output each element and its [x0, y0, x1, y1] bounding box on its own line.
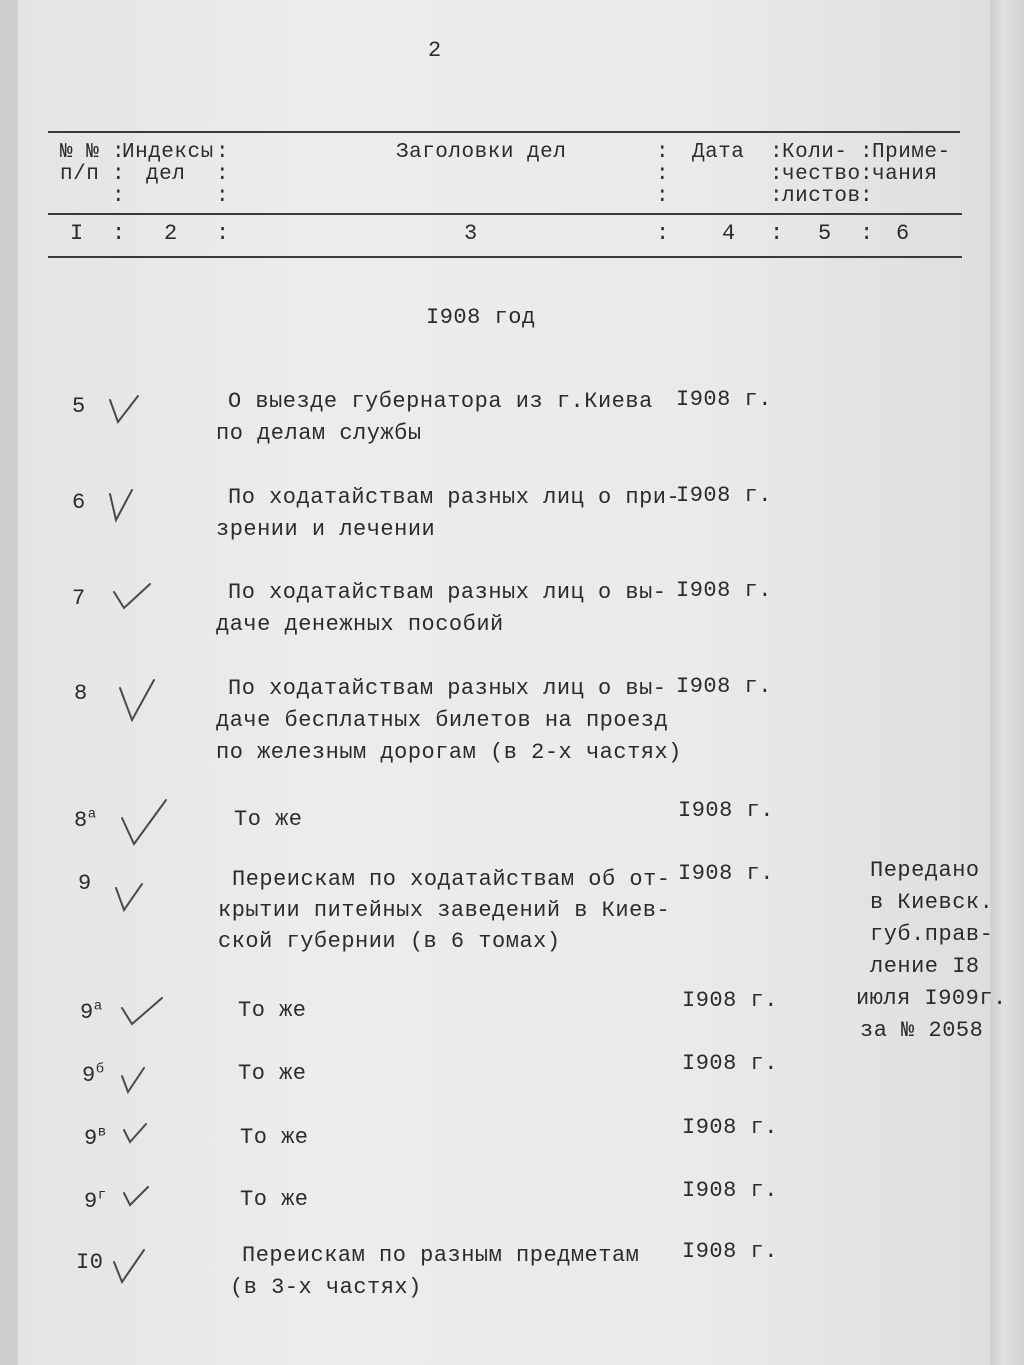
colnum-6: 6 — [896, 221, 910, 246]
header-colon-5c: : — [860, 185, 874, 208]
row-8-date: I908 г. — [676, 674, 772, 699]
row-9v-date: I908 г. — [682, 1115, 778, 1140]
row-6-title-line1: По ходатайствам разных лиц о при- — [228, 485, 681, 510]
checkmark-icon — [110, 1246, 148, 1286]
header-col6-line2: чания — [872, 163, 938, 186]
row-9-number: 9 — [78, 871, 92, 896]
header-colon-2a: : — [216, 141, 230, 164]
row-9g-num: 9 — [84, 1189, 98, 1214]
checkmark-icon — [110, 580, 154, 612]
checkmark-icon — [116, 676, 158, 724]
row-10-date: I908 г. — [682, 1239, 778, 1264]
header-col4: Дата — [692, 141, 745, 164]
row-6-number: 6 — [72, 490, 86, 515]
checkmark-icon — [120, 1120, 150, 1146]
row-8a-sup: а — [87, 806, 97, 823]
row-7-title-line1: По ходатайствам разных лиц о вы- — [228, 580, 667, 605]
header-colon-4c: : — [770, 185, 784, 208]
row-9v-number — [84, 1126, 107, 1151]
row-10-number: I0 — [76, 1250, 104, 1275]
header-col2-line1: Индексы — [122, 141, 214, 164]
colnum-sep-3: : — [656, 221, 670, 246]
colnum-5: 5 — [818, 221, 832, 246]
row-9a-number — [80, 1000, 103, 1025]
checkmark-icon — [118, 994, 166, 1028]
header-colon-1b: : — [112, 163, 126, 186]
header-mid-rule — [48, 213, 962, 215]
header-top-rule — [48, 131, 960, 133]
row-9a-num: 9 — [80, 1000, 94, 1025]
header-colon-3b: : — [656, 163, 670, 186]
header-bottom-rule — [48, 256, 962, 258]
header-col1-line2: п/п — [60, 163, 100, 186]
row-8-title-line3: по железным дорогам (в 2-х частях) — [216, 740, 682, 765]
row-9a-date: I908 г. — [682, 988, 778, 1013]
checkmark-icon — [116, 796, 170, 848]
row-5-title-line2: по делам службы — [216, 421, 422, 446]
row-8a-title: То же — [234, 807, 303, 832]
row-5-number: 5 — [72, 394, 86, 419]
row-9-title-line2: крытии питейных заведений в Киев- — [218, 898, 671, 923]
header-colon-4b: : — [770, 163, 784, 186]
header-col5-line2: чество — [782, 163, 861, 186]
row-9b-sup: б — [95, 1061, 105, 1078]
row-8-number: 8 — [74, 681, 88, 706]
row-9g-number — [84, 1189, 107, 1214]
header-colon-2b: : — [216, 163, 230, 186]
row-9b-date: I908 г. — [682, 1051, 778, 1076]
row-7-date: I908 г. — [676, 578, 772, 603]
row-9g-title: То же — [240, 1187, 309, 1212]
header-colon-1a: : — [112, 141, 126, 164]
header-colon-2c: : — [216, 185, 230, 208]
note-line6: за № 2058 — [860, 1018, 984, 1043]
row-8-title-line2: даче бесплатных билетов на проезд — [216, 708, 669, 733]
colnum-1: I — [70, 221, 84, 246]
note-line2: в Киевск. — [870, 890, 994, 915]
colnum-sep-4: : — [770, 221, 784, 246]
row-9a-sup: а — [93, 998, 103, 1015]
row-9-date: I908 г. — [678, 861, 774, 886]
note-line5: июля I909г. — [856, 986, 1007, 1011]
row-5-date: I908 г. — [676, 387, 772, 412]
row-10-title-line2: (в 3-х частях) — [230, 1275, 422, 1300]
header-col6-line1: Приме- — [872, 141, 951, 164]
header-colon-5a: : — [860, 141, 874, 164]
colnum-2: 2 — [164, 221, 178, 246]
row-9v-num: 9 — [84, 1126, 98, 1151]
header-col1-line1: № № — [60, 141, 100, 164]
colnum-sep-5: : — [860, 221, 874, 246]
row-5-title-line1: О выезде губернатора из г.Киева — [228, 389, 653, 414]
row-6-title-line2: зрении и лечении — [216, 517, 436, 542]
header-col5-line1: Коли- — [782, 141, 848, 164]
checkmark-icon — [118, 1064, 148, 1096]
header-col3: Заголовки дел — [396, 141, 567, 164]
row-9b-number — [82, 1063, 105, 1088]
row-9b-title: То же — [238, 1061, 307, 1086]
colnum-3: 3 — [464, 221, 478, 246]
header-colon-5b: : — [860, 163, 874, 186]
header-colon-3c: : — [656, 185, 670, 208]
row-9v-sup: в — [97, 1124, 107, 1141]
header-col2-line2: дел — [146, 163, 186, 186]
row-9-title-line3: ской губернии (в 6 томах) — [218, 929, 561, 954]
note-line3: губ.прав- — [870, 922, 994, 947]
colnum-4: 4 — [722, 221, 736, 246]
row-9g-sup: г — [97, 1187, 107, 1204]
page-edge-left — [0, 0, 18, 1365]
colnum-sep-2: : — [216, 221, 230, 246]
row-9g-date: I908 г. — [682, 1178, 778, 1203]
row-10-title-line1: Переискам по разным предметам — [242, 1243, 640, 1268]
row-8-title-line1: По ходатайствам разных лиц о вы- — [228, 676, 667, 701]
colnum-sep-1: : — [112, 221, 126, 246]
checkmark-icon — [112, 880, 146, 914]
row-7-number: 7 — [72, 586, 86, 611]
row-7-title-line2: даче денежных пособий — [216, 612, 504, 637]
row-9a-title: То же — [238, 998, 307, 1023]
checkmark-icon — [120, 1183, 152, 1209]
section-year: I908 год — [426, 305, 536, 330]
header-col5-line3: листов — [782, 185, 861, 208]
header-colon-1c: : — [112, 185, 126, 208]
row-8a-num: 8 — [74, 808, 88, 833]
row-9v-title: То же — [240, 1125, 309, 1150]
header-colon-3a: : — [656, 141, 670, 164]
note-line1: Передано — [870, 858, 980, 883]
row-8a-date: I908 г. — [678, 798, 774, 823]
header-colon-4a: : — [770, 141, 784, 164]
page-edge-right — [990, 0, 1024, 1365]
checkmark-icon — [106, 486, 136, 524]
row-9b-num: 9 — [82, 1063, 96, 1088]
note-line4: ление I8 — [870, 954, 980, 979]
row-9-title-line1: Переискам по ходатайствам об от- — [232, 867, 671, 892]
row-6-date: I908 г. — [676, 483, 772, 508]
checkmark-icon — [106, 392, 142, 426]
page-number: 2 — [428, 38, 442, 63]
row-8a-number — [74, 808, 97, 833]
